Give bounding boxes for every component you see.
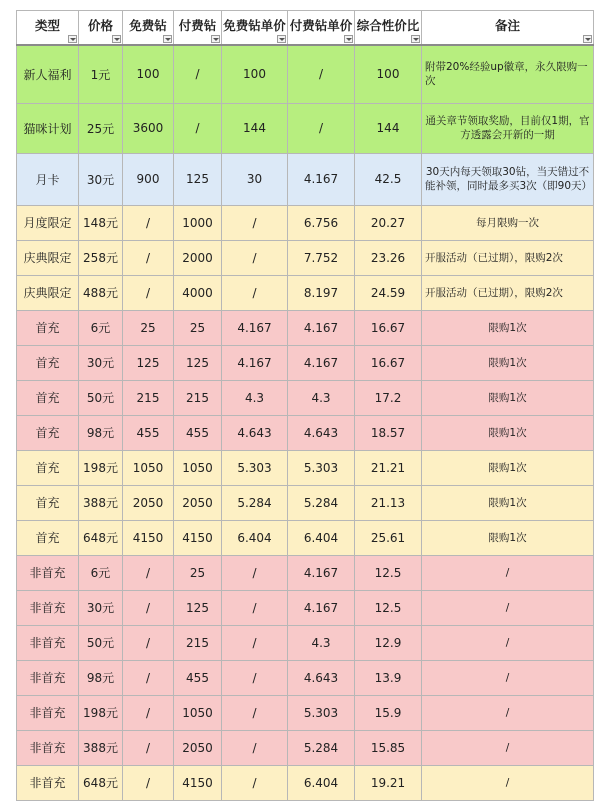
cell-type[interactable]: 首充 [17, 380, 79, 415]
cell-free-diamonds[interactable]: 215 [123, 380, 174, 415]
cell-free-unit-price[interactable]: 4.643 [222, 415, 288, 450]
cell-note[interactable]: 开服活动（已过期），限购2次 [422, 275, 594, 310]
cell-paid-diamonds[interactable]: 4150 [174, 520, 222, 555]
cell-free-unit-price[interactable]: / [222, 730, 288, 765]
cell-paid-diamonds[interactable]: 125 [174, 590, 222, 625]
cell-type[interactable]: 非首充 [17, 765, 79, 800]
cell-note[interactable]: 限购1次 [422, 345, 594, 380]
cell-note[interactable]: 通关章节领取奖励，目前仅1期，官方透露会开新的一期 [422, 103, 594, 153]
cell-paid-unit-price[interactable]: / [288, 45, 355, 103]
table-row [17, 450, 594, 485]
cell-paid-unit-price[interactable]: 5.284 [288, 485, 355, 520]
table-row [17, 380, 594, 415]
table-row [17, 415, 594, 450]
header-notes [422, 11, 594, 46]
cell-type[interactable]: 非首充 [17, 625, 79, 660]
table-body [17, 45, 594, 800]
header-paid-diamonds [174, 11, 222, 46]
cell-price[interactable]: 6元 [79, 555, 123, 590]
cell-paid-diamonds[interactable]: 1050 [174, 695, 222, 730]
cell-type[interactable]: 首充 [17, 415, 79, 450]
cell-free-unit-price[interactable]: / [222, 205, 288, 240]
cell-value-ratio[interactable]: 25.61 [355, 520, 422, 555]
table-row [17, 103, 594, 153]
cell-note[interactable]: / [422, 625, 594, 660]
cell-value-ratio[interactable]: 23.26 [355, 240, 422, 275]
cell-price[interactable]: 648元 [79, 520, 123, 555]
cell-type[interactable]: 月度限定 [17, 205, 79, 240]
cell-paid-unit-price[interactable]: 5.303 [288, 695, 355, 730]
table-row [17, 485, 594, 520]
filter-dropdown-icon[interactable] [344, 35, 353, 43]
cell-paid-diamonds[interactable]: 2000 [174, 240, 222, 275]
cell-paid-unit-price[interactable]: 4.167 [288, 153, 355, 205]
header-label: 付费钻单价 [289, 17, 353, 33]
header-value-ratio [355, 11, 422, 46]
cell-paid-unit-price[interactable]: 4.167 [288, 555, 355, 590]
cell-free-unit-price[interactable]: / [222, 590, 288, 625]
cell-value-ratio[interactable]: 15.85 [355, 730, 422, 765]
cell-note[interactable]: 30天内每天领取30钻，当天错过不能补领，同时最多买3次（即90天） [422, 153, 594, 205]
cell-paid-diamonds[interactable]: 125 [174, 345, 222, 380]
cell-value-ratio[interactable]: 24.59 [355, 275, 422, 310]
cell-free-unit-price[interactable]: 5.284 [222, 485, 288, 520]
cell-price[interactable]: 30元 [79, 345, 123, 380]
cell-paid-diamonds[interactable]: 2050 [174, 730, 222, 765]
table-row [17, 275, 594, 310]
cell-paid-unit-price[interactable]: 6.404 [288, 765, 355, 800]
cell-type[interactable]: 首充 [17, 520, 79, 555]
cell-value-ratio[interactable]: 12.5 [355, 590, 422, 625]
cell-note[interactable]: 附带20%经验up徽章，永久限购一次 [422, 45, 594, 103]
cell-price[interactable]: 6元 [79, 310, 123, 345]
table-row [17, 590, 594, 625]
header-label: 免费钻 [129, 17, 167, 33]
table-row [17, 153, 594, 205]
cell-note[interactable]: 每月限购一次 [422, 205, 594, 240]
cell-paid-diamonds[interactable]: 25 [174, 310, 222, 345]
cell-paid-unit-price[interactable]: 5.303 [288, 450, 355, 485]
header-label: 综合性价比 [356, 17, 420, 33]
header-label: 类型 [34, 17, 60, 33]
filter-dropdown-icon[interactable] [411, 35, 420, 43]
cell-free-diamonds[interactable]: 2050 [123, 485, 174, 520]
cell-type[interactable]: 非首充 [17, 660, 79, 695]
header-free-diamonds [123, 11, 174, 46]
cell-type[interactable]: 庆典限定 [17, 240, 79, 275]
cell-type[interactable]: 首充 [17, 485, 79, 520]
header-price [79, 11, 123, 46]
cell-value-ratio[interactable]: 42.5 [355, 153, 422, 205]
cell-paid-diamonds[interactable]: 215 [174, 380, 222, 415]
cell-price[interactable]: 98元 [79, 660, 123, 695]
cell-paid-unit-price[interactable]: 4.643 [288, 415, 355, 450]
cell-paid-diamonds[interactable]: 4000 [174, 275, 222, 310]
table-row [17, 695, 594, 730]
cell-type[interactable]: 首充 [17, 310, 79, 345]
cell-free-diamonds[interactable]: / [123, 275, 174, 310]
cell-value-ratio[interactable]: 19.21 [355, 765, 422, 800]
table-row [17, 205, 594, 240]
cell-paid-unit-price[interactable]: 6.756 [288, 205, 355, 240]
table-row [17, 730, 594, 765]
cell-paid-unit-price[interactable]: 4.3 [288, 380, 355, 415]
price-comparison-table [16, 10, 594, 801]
cell-free-unit-price[interactable]: 4.167 [222, 345, 288, 380]
cell-free-diamonds[interactable]: / [123, 660, 174, 695]
cell-free-diamonds[interactable]: 900 [123, 153, 174, 205]
cell-free-diamonds[interactable]: 3600 [123, 103, 174, 153]
header-label: 免费钻单价 [223, 17, 286, 33]
cell-free-diamonds[interactable]: / [123, 590, 174, 625]
filter-dropdown-icon[interactable] [68, 35, 77, 43]
cell-free-diamonds[interactable]: 125 [123, 345, 174, 380]
cell-type[interactable]: 月卡 [17, 153, 79, 205]
cell-paid-diamonds[interactable]: 1000 [174, 205, 222, 240]
cell-free-unit-price[interactable]: 4.167 [222, 310, 288, 345]
cell-free-diamonds[interactable]: 4150 [123, 520, 174, 555]
cell-free-unit-price[interactable]: / [222, 695, 288, 730]
cell-paid-unit-price[interactable]: 4.643 [288, 660, 355, 695]
cell-type[interactable]: 猫咪计划 [17, 103, 79, 153]
cell-free-unit-price[interactable]: 100 [222, 45, 288, 103]
cell-free-diamonds[interactable]: / [123, 695, 174, 730]
cell-value-ratio[interactable]: 12.9 [355, 625, 422, 660]
cell-price[interactable]: 258元 [79, 240, 123, 275]
cell-paid-diamonds[interactable]: 455 [174, 415, 222, 450]
cell-note[interactable]: 限购1次 [422, 520, 594, 555]
filter-dropdown-icon[interactable] [163, 35, 172, 43]
cell-type[interactable]: 庆典限定 [17, 275, 79, 310]
cell-type[interactable]: 非首充 [17, 695, 79, 730]
cell-note[interactable]: / [422, 695, 594, 730]
cell-free-unit-price[interactable]: / [222, 660, 288, 695]
cell-paid-unit-price[interactable]: 4.167 [288, 590, 355, 625]
cell-paid-diamonds[interactable]: / [174, 45, 222, 103]
cell-free-unit-price[interactable]: 6.404 [222, 520, 288, 555]
table-row [17, 45, 594, 103]
cell-note[interactable]: / [422, 730, 594, 765]
cell-free-diamonds[interactable]: 100 [123, 45, 174, 103]
cell-note[interactable]: 限购1次 [422, 415, 594, 450]
cell-paid-diamonds[interactable]: 215 [174, 625, 222, 660]
cell-type[interactable]: 新人福利 [17, 45, 79, 103]
cell-free-unit-price[interactable]: / [222, 240, 288, 275]
table-row [17, 345, 594, 380]
cell-price[interactable]: 488元 [79, 275, 123, 310]
cell-value-ratio[interactable]: 16.67 [355, 310, 422, 345]
table-row [17, 310, 594, 345]
cell-free-unit-price[interactable]: 30 [222, 153, 288, 205]
cell-paid-unit-price[interactable]: 5.284 [288, 730, 355, 765]
cell-paid-unit-price[interactable]: 4.167 [288, 310, 355, 345]
cell-value-ratio[interactable]: 20.27 [355, 205, 422, 240]
cell-free-diamonds[interactable]: / [123, 765, 174, 800]
cell-paid-diamonds[interactable]: 455 [174, 660, 222, 695]
cell-price[interactable]: 50元 [79, 380, 123, 415]
header-type [17, 11, 79, 46]
cell-paid-unit-price[interactable]: 4.3 [288, 625, 355, 660]
cell-type[interactable]: 非首充 [17, 555, 79, 590]
cell-type[interactable]: 非首充 [17, 730, 79, 765]
header-free-unit-price [222, 11, 288, 46]
cell-free-diamonds[interactable]: / [123, 730, 174, 765]
cell-paid-diamonds[interactable]: 4150 [174, 765, 222, 800]
cell-free-diamonds[interactable]: / [123, 205, 174, 240]
cell-type[interactable]: 非首充 [17, 590, 79, 625]
filter-dropdown-icon[interactable] [277, 35, 286, 43]
header-row [17, 11, 594, 46]
cell-price[interactable]: 98元 [79, 415, 123, 450]
table-row [17, 240, 594, 275]
cell-note[interactable]: / [422, 660, 594, 695]
table-row [17, 555, 594, 590]
filter-dropdown-icon[interactable] [583, 35, 592, 43]
cell-free-diamonds[interactable]: 455 [123, 415, 174, 450]
cell-value-ratio[interactable]: 18.57 [355, 415, 422, 450]
cell-value-ratio[interactable]: 13.9 [355, 660, 422, 695]
cell-price[interactable]: 50元 [79, 625, 123, 660]
cell-note[interactable]: 限购1次 [422, 485, 594, 520]
cell-paid-diamonds[interactable]: 1050 [174, 450, 222, 485]
cell-free-unit-price[interactable]: 144 [222, 103, 288, 153]
cell-price[interactable]: 198元 [79, 695, 123, 730]
cell-free-diamonds[interactable]: 1050 [123, 450, 174, 485]
header-label: 备注 [494, 17, 520, 33]
cell-value-ratio[interactable]: 100 [355, 45, 422, 103]
table-row [17, 520, 594, 555]
cell-price[interactable]: 1元 [79, 45, 123, 103]
cell-note[interactable]: / [422, 555, 594, 590]
filter-dropdown-icon[interactable] [211, 35, 220, 43]
cell-price[interactable]: 388元 [79, 730, 123, 765]
cell-value-ratio[interactable]: 21.13 [355, 485, 422, 520]
cell-note[interactable]: / [422, 765, 594, 800]
cell-paid-diamonds[interactable]: / [174, 103, 222, 153]
table-row [17, 625, 594, 660]
table-row [17, 660, 594, 695]
cell-free-unit-price[interactable]: / [222, 765, 288, 800]
header-label: 价格 [87, 17, 113, 33]
cell-value-ratio[interactable]: 17.2 [355, 380, 422, 415]
cell-type[interactable]: 首充 [17, 345, 79, 380]
cell-price[interactable]: 648元 [79, 765, 123, 800]
cell-free-diamonds[interactable]: / [123, 625, 174, 660]
cell-price[interactable]: 25元 [79, 103, 123, 153]
cell-free-unit-price[interactable]: / [222, 625, 288, 660]
cell-paid-diamonds[interactable]: 2050 [174, 485, 222, 520]
cell-value-ratio[interactable]: 16.67 [355, 345, 422, 380]
cell-free-diamonds[interactable]: / [123, 240, 174, 275]
header-paid-unit-price [288, 11, 355, 46]
cell-price[interactable]: 198元 [79, 450, 123, 485]
cell-value-ratio[interactable]: 144 [355, 103, 422, 153]
cell-price[interactable]: 30元 [79, 590, 123, 625]
cell-free-diamonds[interactable]: 25 [123, 310, 174, 345]
cell-value-ratio[interactable]: 21.21 [355, 450, 422, 485]
cell-value-ratio[interactable]: 15.9 [355, 695, 422, 730]
cell-paid-unit-price[interactable]: / [288, 103, 355, 153]
cell-value-ratio[interactable]: 12.5 [355, 555, 422, 590]
cell-note[interactable]: 限购1次 [422, 450, 594, 485]
cell-price[interactable]: 30元 [79, 153, 123, 205]
cell-paid-diamonds[interactable]: 125 [174, 153, 222, 205]
cell-paid-unit-price[interactable]: 8.197 [288, 275, 355, 310]
cell-paid-diamonds[interactable]: 25 [174, 555, 222, 590]
filter-dropdown-icon[interactable] [112, 35, 121, 43]
cell-free-diamonds[interactable]: / [123, 555, 174, 590]
cell-note[interactable]: / [422, 590, 594, 625]
cell-free-unit-price[interactable]: 4.3 [222, 380, 288, 415]
cell-price[interactable]: 148元 [79, 205, 123, 240]
header-label: 付费钻 [178, 17, 217, 33]
cell-paid-unit-price[interactable]: 6.404 [288, 520, 355, 555]
cell-free-unit-price[interactable]: / [222, 275, 288, 310]
cell-type[interactable]: 首充 [17, 450, 79, 485]
cell-price[interactable]: 388元 [79, 485, 123, 520]
cell-paid-unit-price[interactable]: 4.167 [288, 345, 355, 380]
spreadsheet-container [16, 10, 594, 801]
cell-note[interactable]: 限购1次 [422, 310, 594, 345]
cell-free-unit-price[interactable]: / [222, 555, 288, 590]
cell-paid-unit-price[interactable]: 7.752 [288, 240, 355, 275]
cell-note[interactable]: 限购1次 [422, 380, 594, 415]
cell-free-unit-price[interactable]: 5.303 [222, 450, 288, 485]
cell-note[interactable]: 开服活动（已过期），限购2次 [422, 240, 594, 275]
